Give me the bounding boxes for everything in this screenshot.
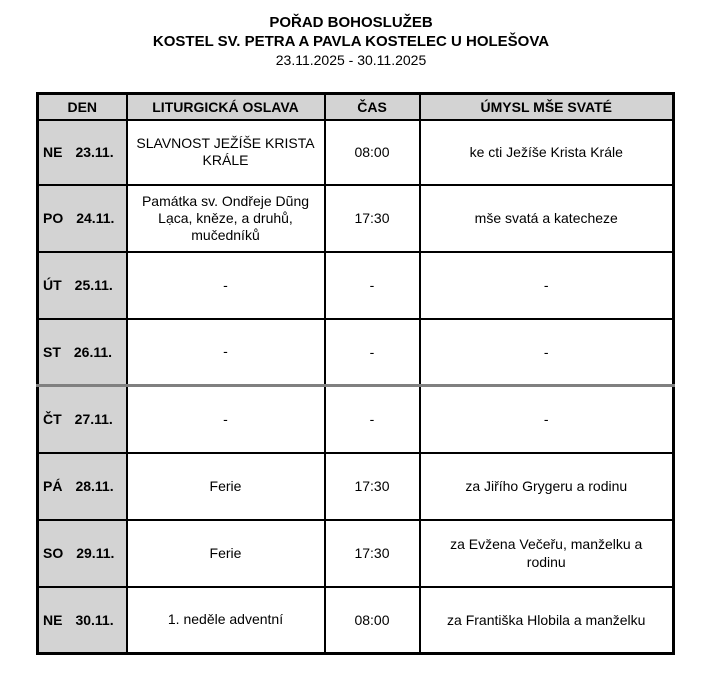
table-row — [38, 587, 674, 654]
day-date: 23.11. — [75, 144, 114, 160]
time-cell: - — [325, 319, 420, 386]
day-cell — [38, 386, 127, 453]
time-cell: 08:00 — [325, 120, 420, 185]
table-row — [38, 319, 674, 386]
feast-cell: 1. neděle adventní — [127, 587, 325, 654]
table-row — [38, 185, 674, 252]
intention-cell: - — [420, 252, 674, 319]
intention-cell: za Františka Hlobila a manželku — [420, 587, 674, 654]
table-row — [38, 252, 674, 319]
day-date: 24.11. — [76, 210, 115, 226]
day-cell — [38, 453, 127, 520]
intention-cell: - — [420, 386, 674, 453]
table-header-row — [38, 94, 674, 120]
feast-cell: - — [127, 386, 325, 453]
day-date: 27.11. — [74, 411, 113, 428]
header-cell-liturgicka-oslava: LITURGICKÁ OSLAVA — [127, 94, 325, 120]
church-name: KOSTEL SV. PETRA A PAVLA KOSTELEC U HOLEŠOVA — [152, 33, 550, 50]
table-row — [38, 520, 674, 587]
time-cell: - — [325, 386, 420, 453]
feast-cell: Ferie — [127, 453, 325, 520]
intention-cell: za Jiřího Grygeru a rodinu — [420, 453, 674, 520]
document-title: POŘAD BOHOSLUŽEB — [269, 14, 433, 31]
schedule-table — [36, 92, 675, 655]
table-row — [38, 120, 674, 185]
day-date: 28.11. — [75, 478, 114, 494]
feast-cell: SLAVNOST JEŽÍŠE KRISTA KRÁLE — [127, 120, 325, 185]
feast-cell: Památka sv. Ondřeje Dũng Lạca, kněze, a druhů, mučedníků — [127, 185, 325, 252]
day-date: 30.11. — [75, 611, 114, 628]
day-date: 25.11. — [74, 277, 113, 293]
day-cell — [38, 185, 127, 252]
header-cell-umysl: ÚMYSL MŠE SVATÉ — [420, 94, 674, 120]
day-date: 26.11. — [73, 343, 113, 360]
time-cell: 08:00 — [325, 587, 420, 654]
day-date: 29.11. — [76, 545, 115, 561]
day-cell — [38, 319, 127, 386]
time-cell: - — [325, 252, 420, 319]
day-abbr: PÁ — [43, 478, 63, 494]
day-cell — [38, 520, 127, 587]
day-cell — [38, 120, 127, 185]
day-cell — [38, 587, 127, 654]
intention-cell: ke cti Ježíše Krista Krále — [420, 120, 674, 185]
day-abbr: SO — [43, 545, 64, 561]
date-range: 23.11.2025 - 30.11.2025 — [275, 52, 427, 68]
time-cell: 17:30 — [325, 185, 420, 252]
day-abbr: ČT — [43, 411, 62, 428]
feast-cell: - — [127, 319, 325, 386]
document-title-block — [0, 0, 702, 69]
header-cell-cas: ČAS — [325, 94, 420, 120]
table-row — [38, 386, 674, 453]
feast-cell: - — [127, 252, 325, 319]
day-cell — [38, 252, 127, 319]
intention-cell: za Evžena Večeřu, manželku a rodinu — [420, 520, 674, 587]
feast-cell: Ferie — [127, 520, 325, 587]
table-row — [38, 453, 674, 520]
intention-cell: mše svatá a katecheze — [420, 185, 674, 252]
time-cell: 17:30 — [325, 520, 420, 587]
day-abbr: ST — [43, 343, 61, 360]
time-cell: 17:30 — [325, 453, 420, 520]
day-abbr: NE — [43, 611, 63, 628]
day-abbr: PO — [43, 210, 64, 226]
day-abbr: NE — [43, 144, 63, 160]
day-abbr: ÚT — [43, 277, 62, 293]
intention-cell: - — [420, 319, 674, 386]
header-cell-den: DEN — [38, 94, 127, 120]
